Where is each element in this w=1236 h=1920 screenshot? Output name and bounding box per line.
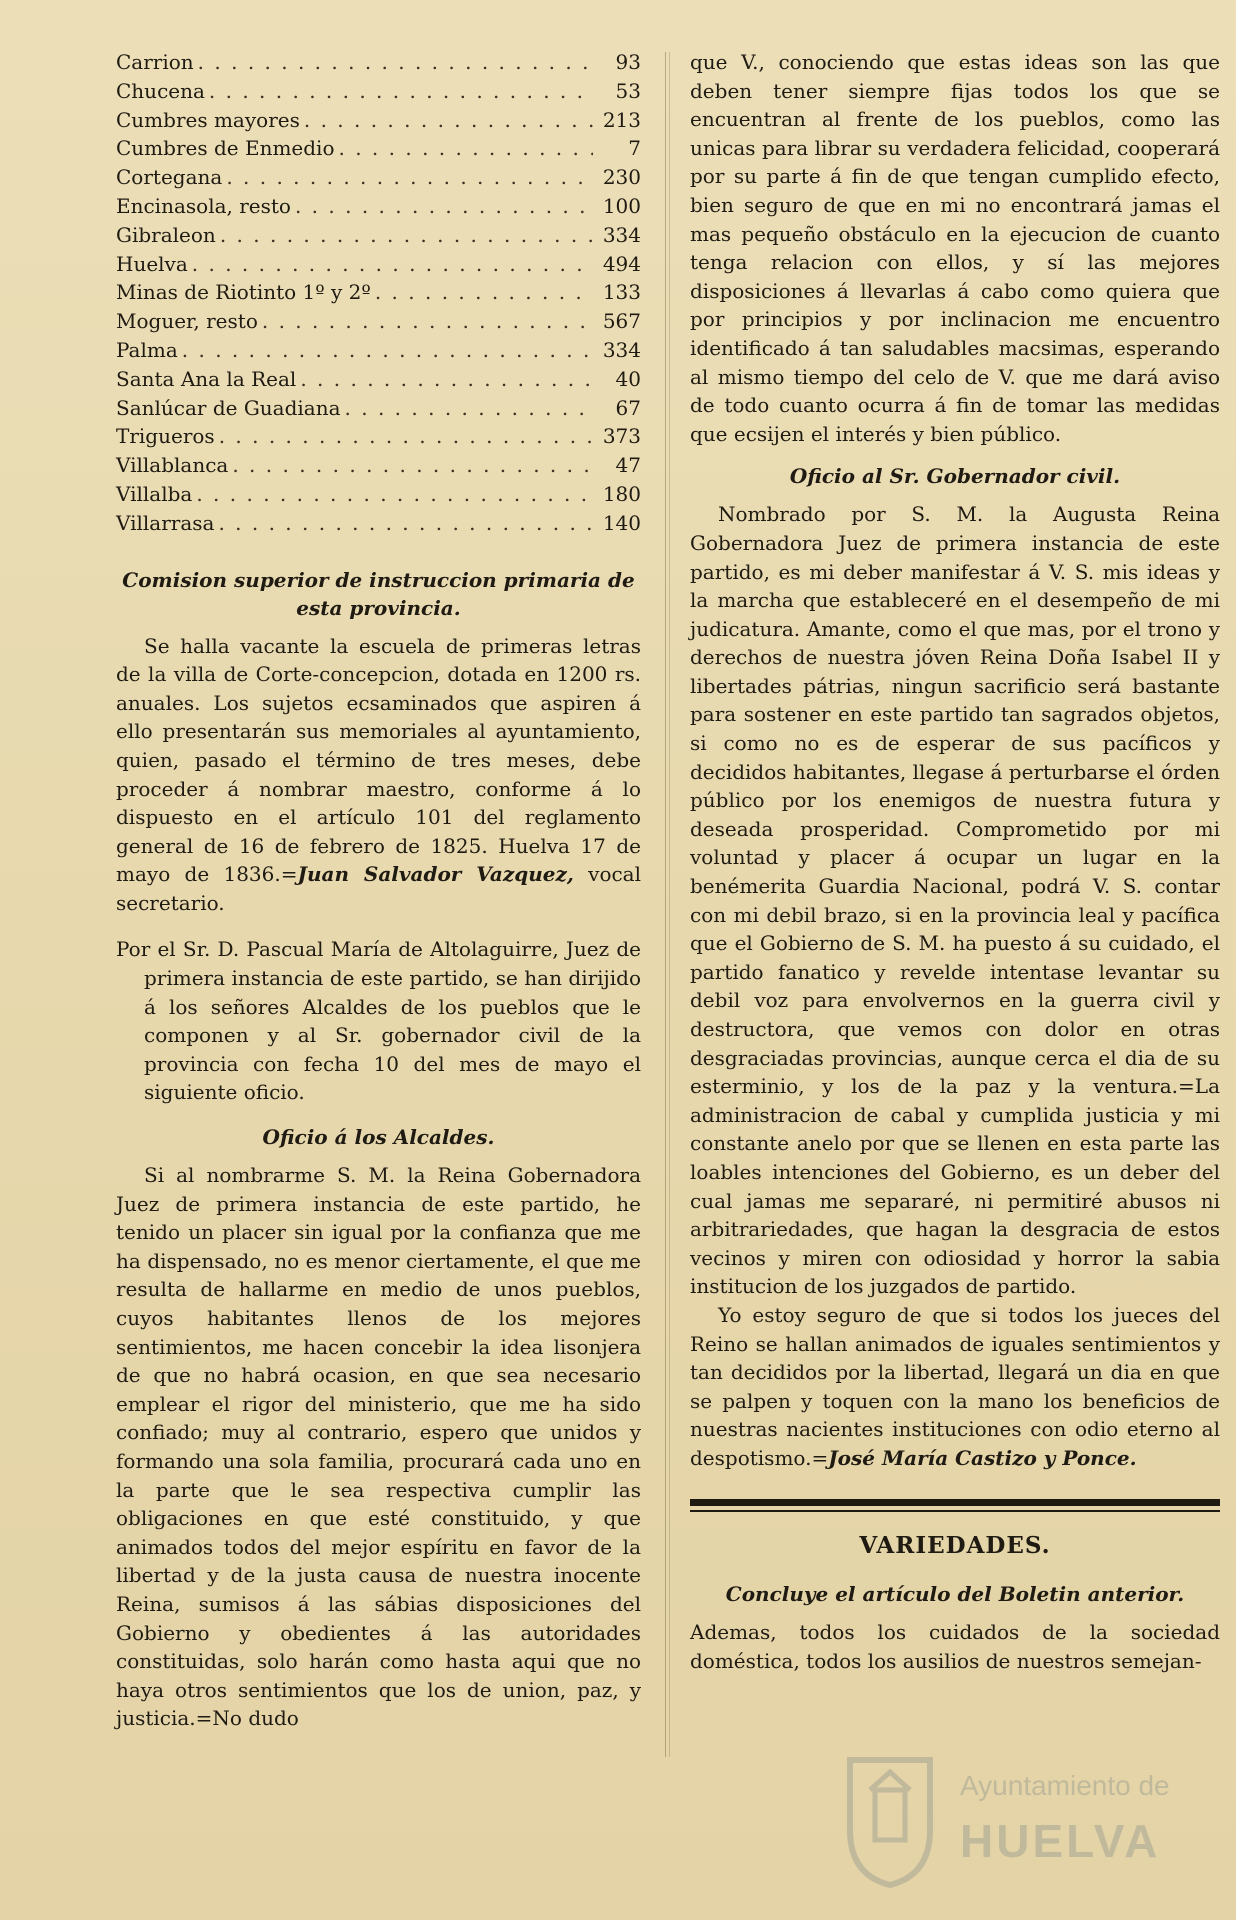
town-value: 100: [602, 193, 641, 218]
table-row: [116, 365, 641, 394]
leader-dots: [226, 163, 593, 192]
town-value: 93: [615, 50, 641, 74]
town-value: 47: [615, 453, 641, 478]
table-row: [116, 221, 641, 250]
town-name: Sanlúcar de Guadiana: [116, 395, 341, 420]
town-name: Trigueros: [116, 424, 215, 449]
town-value: 230: [602, 165, 641, 190]
variedades-subtitle: Concluye el artículo del Boletin anterior.: [725, 1582, 1185, 1607]
table-row: [116, 278, 641, 307]
town-name: Chucena: [116, 78, 205, 103]
leader-dots: [209, 77, 593, 106]
leader-dots: [345, 394, 593, 423]
town-value: 494: [602, 251, 641, 276]
leader-dots: [339, 134, 594, 163]
leader-dots: [295, 192, 593, 221]
town-value: 180: [602, 481, 641, 506]
comision-heading: Comision superior de instruccion primaria de esta provincia.: [122, 567, 635, 620]
watermark-line-2: HUELVA: [960, 1815, 1161, 1867]
leader-dots: [262, 307, 593, 336]
town-name: Santa Ana la Real: [116, 366, 297, 391]
town-value: 373: [602, 424, 641, 449]
section-divider-thin: [690, 1510, 1220, 1512]
town-value: 334: [602, 222, 641, 247]
table-row: [116, 307, 641, 336]
table-row: [116, 192, 641, 221]
table-row: [116, 48, 641, 77]
town-name: Palma: [116, 337, 178, 362]
town-value: 334: [602, 337, 641, 362]
leader-dots: [232, 451, 593, 480]
town-name: Cumbres de Enmedio: [116, 136, 335, 161]
town-name: Encinasola, resto: [116, 193, 291, 218]
town-name: Cumbres mayores: [116, 107, 300, 132]
oficio-gobernador-signature: José María Castizo y Ponce.: [828, 1445, 1137, 1470]
right-column: [690, 48, 1220, 1675]
table-row: [116, 451, 641, 480]
town-value: 213: [602, 107, 641, 132]
oficio-gobernador-body-2: Yo estoy seguro de que si todos los jueces del Reino se hallan animados de iguales sentimientos y tan decididos por la libertad, llegará un dia en que se palpen y toquen con la mano los beneficios de nuestras nacientes instituciones con odio eterno al despotismo.=: [690, 1302, 1220, 1470]
oficio-gobernador-body: Nombrado por S. M. la Augusta Reina Gobernadora Juez de primera instancia de este partido, es mi deber manifestar á V. S. mis ideas y la marcha que estableceré en el desempeño de mi judicatura. Amante, como el que mas, por el trono y derechos de nuestra jóven Reina Doña Isabel II y libertades pátrias, ningun sacrificio será bastante para sostener en este partido tan sagrados objetos, si como no es de esperar de sus pacíficos y decididos habitantes, llegase á perturbarse el órden público por los enemigos de nuestra futura y deseada prosperidad. Comprometido por mi voluntad y placer á ocupar un lugar en la benémerita Guardia Nacional, podrá V. S. contar con mi debil brazo, si en la provincia leal y pacífica que el Gobierno de S. M. ha puesto á su cuidado, el partido fanatico y revelde intentase levantar su debil voz para envolvernos en la guerra civil y destructora, que vemos con dolor en otras desgraciadas provincias, aunque cerca el dia de su esterminio, y los de la paz y la ventura.=La administracion de cabal y cumplida justicia y mi constante anelo por que se llenen en esta parte las loables intenciones del Gobierno, es un deber del cual jamas me separaré, ni permitiré abusos ni arbitrariedades, que hagan la desgracia de estos vecinos y miren con odiosidad y horror la sabia institucion de los juzgados de partido.: [690, 502, 1220, 1299]
town-name: Carrion: [116, 50, 194, 74]
leader-dots: [375, 278, 593, 307]
left-column: [116, 48, 641, 1733]
town-value: 133: [602, 280, 641, 305]
town-value: 567: [602, 309, 641, 334]
town-value: 140: [602, 510, 641, 535]
column-divider-inner: [669, 52, 670, 1757]
table-row: [116, 336, 641, 365]
archive-watermark: [820, 1750, 1220, 1900]
leader-dots: [196, 480, 593, 509]
table-row: [116, 422, 641, 451]
distribution-table: [116, 48, 641, 538]
oficio-intro: Por el Sr. D. Pascual María de Altolaguirre, Juez de primera instancia de este partido, se han dirijido á los señores Alcaldes de los pueblos que le componen y al Sr. gobernador civil de la provincia con fecha 10 del mes de mayo el siguiente oficio.: [116, 937, 641, 1105]
city-seal-icon: [840, 1750, 940, 1890]
town-name: Villalba: [116, 481, 193, 506]
oficio-alcaldes-heading: Oficio á los Alcaldes.: [262, 1125, 495, 1150]
leader-dots: [192, 250, 593, 279]
oficio-gobernador-heading: Oficio al Sr. Gobernador civil.: [789, 464, 1121, 489]
variedades-body: Ademas, todos los cuidados de la sociedad doméstica, todos los ausilios de nuestros semejan-: [690, 1620, 1220, 1673]
oficio-alcaldes-continuation: que V., conociendo que estas ideas son las que deben tener siempre fijas todos los que se encuentran al frente de los pueblos, como las unicas para librar su verdadera felicidad, cooperará por su parte á fin de que tengan cumplido efecto, bien seguro de que en mi no encontrará jamas el mas pequeño obstáculo en la ejecucion de cuanto tenga relacion con ellos, y sí las mejores disposiciones á llevarlas á cabo como quiera que por principios y por inclinacion me encuentro identificado á tan saludables macsimas, esperando al mismo tiempo del celo de V. que me dará aviso de todo cuanto ocurra á fin de tomar las medidas que ecsijen el interés y bien público.: [690, 50, 1220, 446]
town-value: 7: [628, 136, 641, 161]
town-name: Minas de Riotinto 1º y 2º: [116, 280, 371, 305]
town-name: Villablanca: [116, 453, 229, 478]
table-row: [116, 163, 641, 192]
leader-dots: [182, 336, 593, 365]
column-divider: [665, 52, 666, 1757]
town-name: Cortegana: [116, 165, 223, 190]
oficio-gobernador-closing: [690, 1301, 1220, 1473]
town-value: 53: [615, 78, 641, 103]
comision-signature-role: vocal secretario.: [116, 862, 642, 915]
leader-dots: [218, 509, 593, 538]
leader-dots: [304, 106, 593, 135]
table-row: [116, 134, 641, 163]
leader-dots: [219, 422, 593, 451]
comision-notice: Se halla vacante la escuela de primeras letras de la villa de Corte-concepcion, dotada en 1200 rs. anuales. Los sujetos ecsaminados que aspiren á ello presentarán sus memoriales al ayuntamiento, quien, pasado el término de tres meses, debe proceder á nombrar maestro, conforme á lo dispuesto en el artículo 101 del reglamento general de 16 de febrero de 1825. Huelva 17 de mayo de 1836.=Juan Salvador Vazquez, vocal secretario.: [116, 633, 642, 915]
comision-body: Se halla vacante la escuela de primeras letras de la villa de Corte-concepcion, dotada en 1200 rs. anuales. Los sujetos ecsaminados que aspiren á ello presentarán sus memoriales al ayuntamiento, quien, pasado el término de tres meses, debe proceder á nombrar maestro, conforme á lo dispuesto en el artículo 101 del reglamento general de 16 de febrero de 1825. Huelva 17 de mayo de 1836.: [116, 633, 641, 887]
table-row: [116, 509, 641, 538]
variedades-title: VARIEDADES.: [859, 1531, 1051, 1559]
section-divider-heavy: [690, 1499, 1220, 1506]
table-row: [116, 480, 641, 509]
town-name: Moguer, resto: [116, 309, 258, 334]
town-name: Huelva: [116, 251, 188, 276]
town-value: 40: [615, 366, 641, 391]
oficio-alcaldes-body: Si al nombrarme S. M. la Reina Gobernadora Juez de primera instancia de este partido, he tenido un placer sin igual por la confianza que me ha dispensado, no es menor ciertamente, el que me resulta de hallarme en medio de unos pueblos, cuyos habitantes llenos de los mejores sentimientos, me hacen concebir la idea lisonjera de que no habrá ocasion, en que sea necesario emplear el rigor del ministerio, que me ha sido confiado; muy al contrario, espero que unidos y formando una sola familia, procurará cada uno en la parte que le sea respectiva cumplir las obligaciones en que esté constituido, y que animados todos del mejor espíritu en favor de la libertad y de la justa causa de nuestra inocente Reina, sumisos á las sábias disposiciones del Gobierno y obedientes á las autoridades constituidas, solo harán como hasta aqui que no haya otros sentimientos que los de union, paz, y justicia.=No dudo: [116, 1163, 641, 1731]
town-name: Gibraleon: [116, 222, 216, 247]
table-row: [116, 106, 641, 135]
table-row: [116, 250, 641, 279]
leader-dots: [198, 48, 593, 77]
comision-signature: Juan Salvador Vazquez,: [297, 862, 574, 887]
table-row: [116, 77, 641, 106]
town-value: 67: [615, 395, 641, 420]
watermark-line-1: Ayuntamiento de: [960, 1770, 1170, 1801]
leader-dots: [220, 221, 593, 250]
town-name: Villarrasa: [116, 510, 215, 535]
leader-dots: [300, 365, 593, 394]
table-row: [116, 394, 641, 423]
